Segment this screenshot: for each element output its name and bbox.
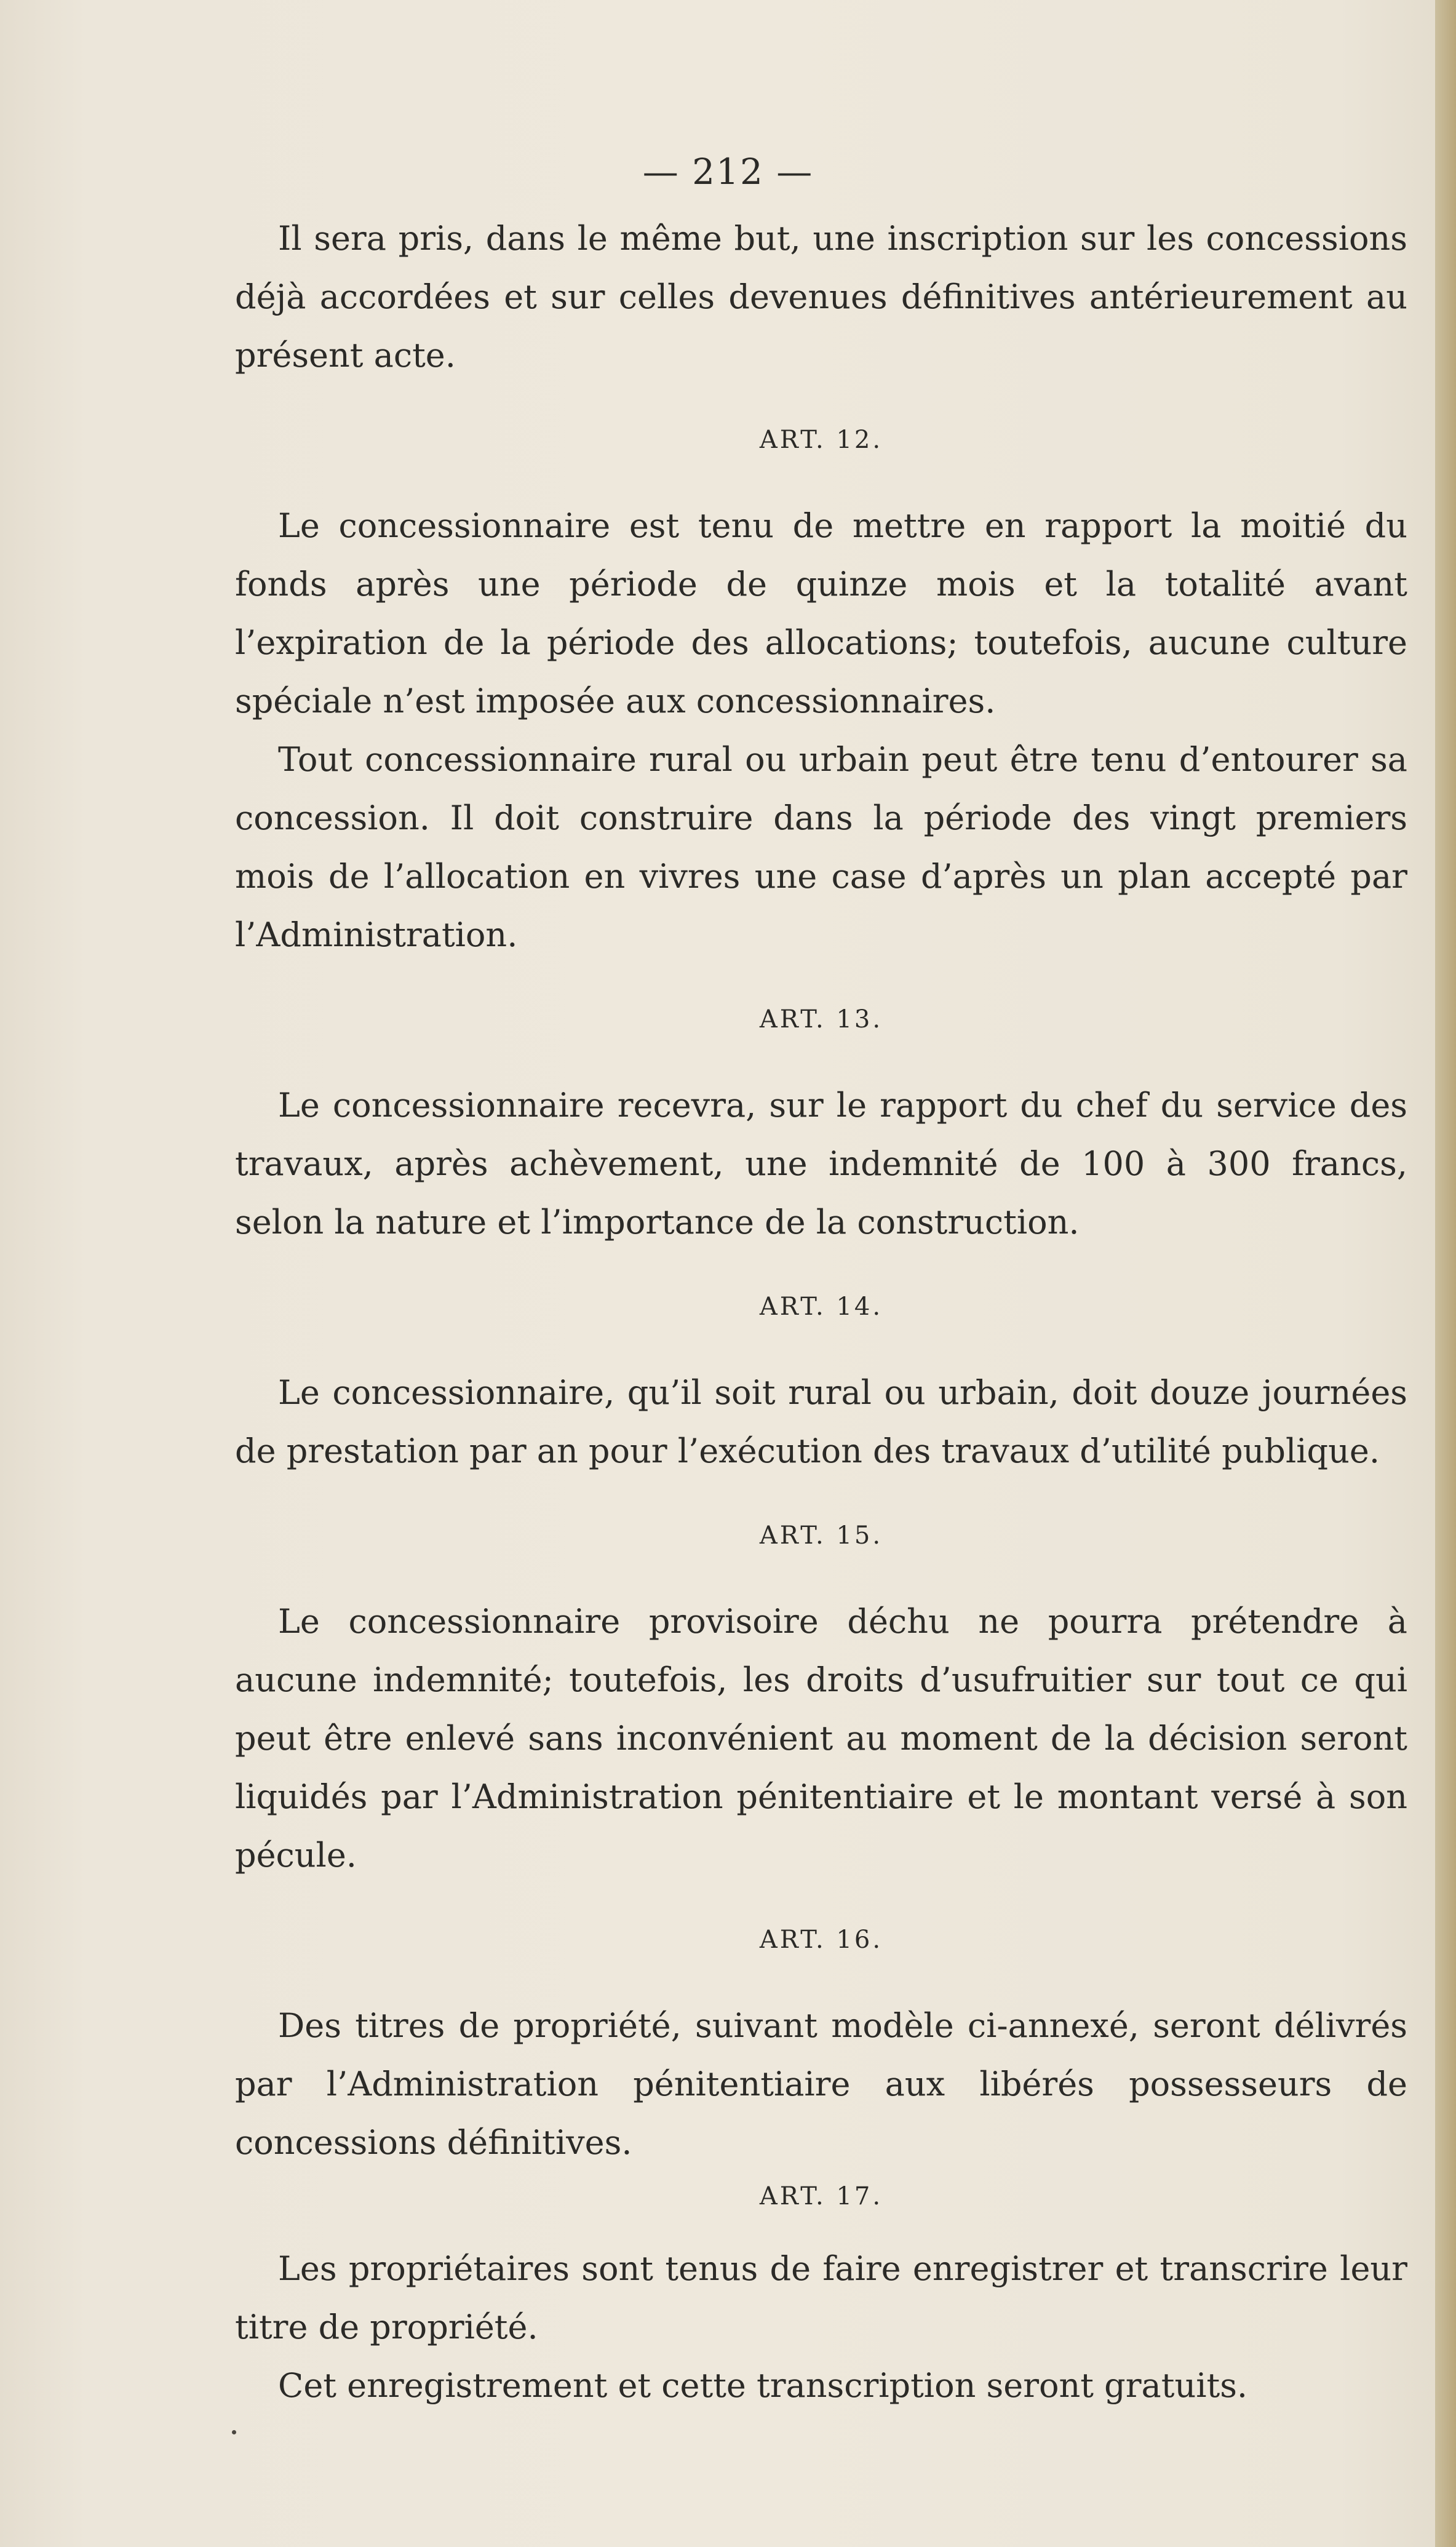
article-heading-15: ART. 15.	[759, 1521, 883, 1550]
page-number: — 212 —	[642, 151, 814, 193]
paragraph: Le concessionnaire provisoire déchu ne pourra prétendre à aucune indemnité; toutefois, les droits d’usufruitier sur tout ce qui peut être enlevé sans inconvénient au moment de la décision seront liquidés par l’Administration pénitentiaire et le montant versé à son pécule.	[235, 1602, 1407, 1875]
page-edge	[1435, 0, 1456, 2547]
paragraph: Cet enregistrement et cette transcription seront gratuits.	[278, 2366, 1248, 2405]
paragraph: Il sera pris, dans le même but, une inscription sur les concessions déjà accordées et sur celles devenues définitives antérieurement au présent acte.	[235, 219, 1407, 375]
paragraph: Tout concessionnaire rural ou urbain peut être tenu d’entourer sa concession. Il doit construire dans la période des vingt premiers mois de l’allocation en vivres une case d’après un plan accepté par l’Administration.	[235, 740, 1407, 954]
paragraph: Des titres de propriété, suivant modèle ci-annexé, seront délivrés par l’Administration pénitentiaire aux libérés possesseurs de concessions définitives.	[235, 2006, 1407, 2162]
paper-speck	[232, 2430, 236, 2434]
article-heading-16: ART. 16.	[759, 1926, 883, 1954]
paragraph: Les propriétaires sont tenus de faire enregistrer et transcrire leur titre de propriété.	[235, 2249, 1407, 2346]
article-heading-17: ART. 17.	[759, 2182, 883, 2210]
article-heading-14: ART. 14.	[759, 1293, 883, 1321]
paragraph: Le concessionnaire recevra, sur le rapport du chef du service des travaux, après achèvement, une indemnité de 100 à 300 francs, selon la nature et l’importance de la construction.	[235, 1086, 1407, 1242]
body-text	[235, 209, 1407, 2415]
article-heading-13: ART. 13.	[759, 1005, 883, 1034]
paragraph: Le concessionnaire est tenu de mettre en rapport la moitié du fonds après une période de quinze mois et la totalité avant l’expiration de la période des allocations; toutefois, aucune culture spéciale n’est imposée aux concessionnaires.	[235, 506, 1407, 720]
article-heading-12: ART. 12.	[759, 426, 883, 454]
paragraph: Le concessionnaire, qu’il soit rural ou urbain, doit douze journées de prestation par an pour l’exécution des travaux d’utilité publique.	[235, 1373, 1407, 1470]
